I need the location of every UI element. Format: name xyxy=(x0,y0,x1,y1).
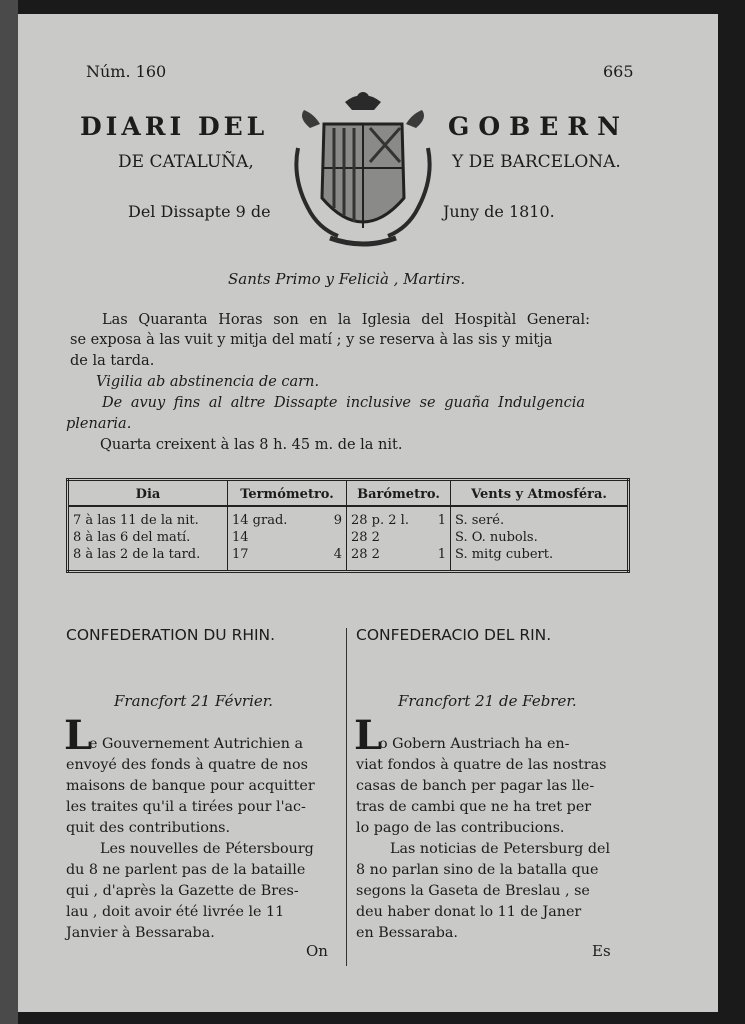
col-header-dia: Dia xyxy=(68,480,228,507)
cell-baro xyxy=(347,529,451,546)
weather-header-row xyxy=(68,480,629,507)
temp-fraction: 9 xyxy=(333,513,342,528)
column-line: e Gouvernement Autrichien a xyxy=(89,736,304,752)
temp-fraction: 4 xyxy=(333,547,342,562)
left-catchword: On xyxy=(306,942,328,960)
masthead-left: DIARI DEL xyxy=(80,112,269,141)
column-line: du 8 ne parlent pas de la bataille xyxy=(66,862,306,878)
weather-row xyxy=(68,546,629,572)
column-line: Les nouvelles de Pétersbourg xyxy=(100,841,314,857)
column-line: envoyé des fonds à quatre de nos xyxy=(66,757,308,773)
cell-temp xyxy=(228,546,347,572)
notice-line-1: Las Quaranta Horas son en la Iglesia del Hospitàl General: xyxy=(102,312,591,328)
left-heading: CONFEDERATION DU RHIN. xyxy=(66,626,276,644)
baro-value: 28 2 xyxy=(351,530,380,545)
column-line: en Bessaraba. xyxy=(356,925,458,941)
notice-line-5: De avuy fins al altre Dissapte inclusive se guaña Indulgencia xyxy=(102,395,586,411)
col-header-termometro: Termómetro. xyxy=(228,480,347,507)
col-header-vents: Vents y Atmosféra. xyxy=(451,480,629,507)
weather-row xyxy=(68,506,629,529)
saints-of-day: Sants Primo y Felicià , Martirs. xyxy=(228,270,466,288)
book-binding-edge xyxy=(0,0,18,1024)
cell-vent: S. mitg cubert. xyxy=(455,547,554,562)
cell-temp xyxy=(228,529,347,546)
column-line: tras de cambi que ne ha tret per xyxy=(356,799,592,815)
notice-line-7: Quarta creixent à las 8 h. 45 m. de la nit. xyxy=(100,437,403,453)
column-line: deu haber donat lo 11 de Janer xyxy=(356,904,582,920)
date-left: Del Dissapte 9 de xyxy=(128,202,271,221)
baro-fraction: 1 xyxy=(437,547,446,562)
cell-dia: 8 à las 6 del matí. xyxy=(68,529,228,546)
column-line: Las noticias de Petersburg del xyxy=(390,841,611,857)
cell-dia: 7 à las 11 de la nit. xyxy=(68,506,228,529)
column-line: lau , doit avoir été livrée le 11 xyxy=(66,904,285,920)
notice-line-2: se exposa à las vuit y mitja del matí ; y se reserva à las sis y mitja xyxy=(70,332,553,348)
temp-value: 14 xyxy=(232,530,249,545)
column-line: lo pago de las contribucions. xyxy=(356,820,565,836)
cell-baro xyxy=(347,546,451,572)
left-dropcap: L xyxy=(64,712,93,759)
column-line: casas de banch per pagar las lle- xyxy=(356,778,595,794)
cell-dia: 8 à las 2 de la tard. xyxy=(68,546,228,572)
column-line: segons la Gaseta de Breslau , se xyxy=(356,883,590,899)
baro-value: 28 p. 2 l. xyxy=(351,513,409,528)
column-line: quit des contributions. xyxy=(66,820,231,836)
masthead-right: GOBERN xyxy=(448,112,629,141)
col-header-barometro: Barómetro. xyxy=(347,480,451,507)
notice-line-4: Vigilia ab abstinencia de carn. xyxy=(96,374,320,390)
column-line: viat fondos à quatre de las nostras xyxy=(356,757,607,773)
baro-fraction: 1 xyxy=(437,513,446,528)
left-dateline: Francfort 21 Février. xyxy=(114,692,274,710)
issue-number: Núm. 160 xyxy=(86,62,167,81)
coat-of-arms-icon xyxy=(290,88,436,248)
cell-baro xyxy=(347,506,451,529)
column-line: o Gobern Austriach ha en- xyxy=(379,736,570,752)
right-dateline: Francfort 21 de Febrer. xyxy=(398,692,577,710)
weather-row xyxy=(68,529,629,546)
temp-value: 17 xyxy=(232,547,249,562)
cell-vent: S. O. nubols. xyxy=(455,530,538,545)
temp-value: 14 grad. xyxy=(232,513,288,528)
column-line: qui , d'après la Gazette de Bres- xyxy=(66,883,299,899)
baro-value: 28 2 xyxy=(351,547,380,562)
subtitle-left: DE CATALUÑA, xyxy=(118,152,254,172)
column-line: Janvier à Bessaraba. xyxy=(66,925,215,941)
right-catchword: Es xyxy=(592,942,611,960)
column-divider xyxy=(346,628,347,966)
weather-table xyxy=(66,478,630,573)
right-dropcap: L xyxy=(354,712,383,759)
column-line: 8 no parlan sino de la batalla que xyxy=(356,862,599,878)
column-line: maisons de banque pour acquitter xyxy=(66,778,315,794)
date-right: Juny de 1810. xyxy=(443,202,555,221)
subtitle-right: Y DE BARCELONA. xyxy=(452,152,621,172)
cell-temp xyxy=(228,506,347,529)
page-number: 665 xyxy=(603,62,634,81)
cell-vent: S. seré. xyxy=(455,513,505,528)
column-line: les traites qu'il a tirées pour l'ac- xyxy=(66,799,306,815)
notice-line-3: de la tarda. xyxy=(70,353,155,369)
right-heading: CONFEDERACIO DEL RIN. xyxy=(356,626,552,644)
notice-line-6: plenaria. xyxy=(66,416,132,432)
